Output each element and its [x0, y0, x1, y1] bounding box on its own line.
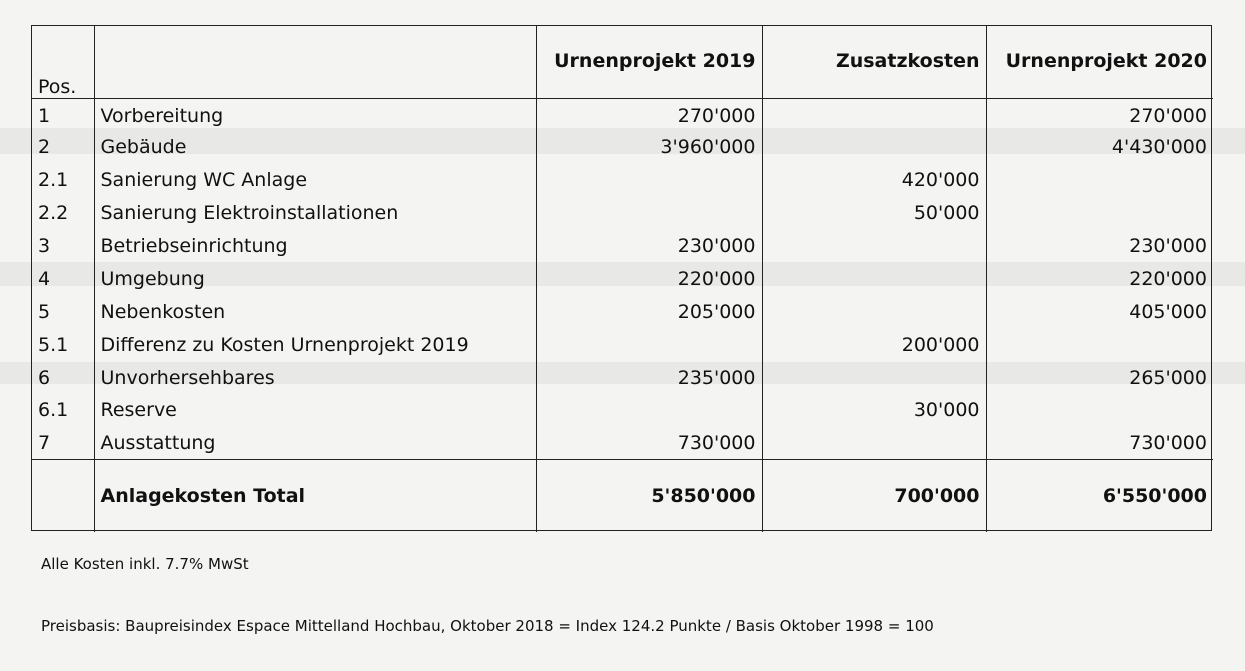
row-value-2020: 270'000: [986, 98, 1213, 131]
row-label: Reserve: [94, 394, 536, 427]
row-pos: 1: [32, 98, 94, 131]
row-label: Sanierung WC Anlage: [94, 164, 536, 197]
total-pos: [32, 460, 94, 532]
row-label: Nebenkosten: [94, 295, 536, 328]
row-label: Differenz zu Kosten Urnenprojekt 2019: [94, 328, 536, 361]
row-value-2019: [536, 394, 762, 427]
total-2019: 5'850'000: [536, 460, 762, 532]
table-row: [32, 427, 1213, 460]
row-value-2019: 3'960'000: [536, 131, 762, 164]
row-value-2020: 265'000: [986, 361, 1213, 394]
price-basis-note: Preisbasis: Baupreisindex Espace Mittelland Hochbau, Oktober 2018 = Index 124.2 Punkte / Basis Oktober 1998 = 100: [41, 617, 934, 635]
row-label: Sanierung Elektroinstallationen: [94, 197, 536, 230]
row-value-2019: [536, 197, 762, 230]
row-value-2020: [986, 164, 1213, 197]
row-pos: 2: [38, 136, 51, 159]
row-pos: 7: [38, 432, 51, 455]
total-label: Anlagekosten Total: [94, 460, 536, 532]
row-value-zusatz: 420'000: [762, 164, 986, 197]
table-row: [32, 295, 1213, 328]
row-value-2020: 405'000: [986, 295, 1213, 328]
row-value-2019: 230'000: [536, 230, 762, 263]
header-urnenprojekt-2019: Urnenprojekt 2019: [536, 26, 762, 98]
cost-table-grid: [32, 26, 1213, 532]
row-value-zusatz: 50'000: [762, 197, 986, 230]
row-pos: 4: [38, 267, 51, 290]
vat-note: Alle Kosten inkl. 7.7% MwSt: [41, 555, 249, 573]
table-row: [32, 328, 1213, 361]
total-2020: 6'550'000: [986, 460, 1213, 532]
row-value-2019: [536, 164, 762, 197]
row-value-2019: 220'000: [536, 262, 762, 295]
cost-table: [31, 25, 1212, 531]
row-label: Umgebung: [94, 262, 536, 295]
row-pos: 2.2: [38, 202, 69, 225]
row-value-zusatz: [762, 131, 986, 164]
row-value-2019: 270'000: [536, 98, 762, 131]
row-value-zusatz: [762, 427, 986, 460]
table-row: [32, 131, 1213, 164]
row-label: Gebäude: [94, 131, 536, 164]
row-value-zusatz: [762, 98, 986, 131]
row-pos: 5.1: [38, 333, 69, 356]
row-value-2020: [986, 328, 1213, 361]
header-pos: Pos.: [38, 75, 77, 98]
table-row: [32, 164, 1213, 197]
row-label: Ausstattung: [94, 427, 536, 460]
header-urnenprojekt-2020: Urnenprojekt 2020: [986, 26, 1213, 98]
row-value-2019: 235'000: [536, 361, 762, 394]
row-value-2020: 730'000: [986, 427, 1213, 460]
row-value-2020: [986, 394, 1213, 427]
table-header-row: [32, 26, 1213, 98]
row-value-zusatz: [762, 295, 986, 328]
table-row: [32, 98, 1213, 131]
row-pos: 2.1: [38, 169, 69, 192]
row-value-2020: [986, 197, 1213, 230]
row-value-2019: [536, 328, 762, 361]
table-row: [32, 197, 1213, 230]
header-description: [94, 26, 536, 98]
row-pos: 6.1: [38, 399, 69, 422]
table-row: [32, 230, 1213, 263]
row-pos: 5: [38, 300, 51, 323]
row-label: Unvorhersehbares: [94, 361, 536, 394]
table-row: [32, 361, 1213, 394]
row-value-2019: 730'000: [536, 427, 762, 460]
row-value-zusatz: 30'000: [762, 394, 986, 427]
header-zusatzkosten: Zusatzkosten: [762, 26, 986, 98]
row-label: Vorbereitung: [94, 98, 536, 131]
table-row: [32, 394, 1213, 427]
total-zusatz: 700'000: [762, 460, 986, 532]
row-value-2019: 205'000: [536, 295, 762, 328]
row-value-2020: 4'430'000: [986, 131, 1213, 164]
row-value-zusatz: [762, 262, 986, 295]
row-pos: 6: [38, 366, 51, 389]
table-row: [32, 262, 1213, 295]
row-label: Betriebseinrichtung: [94, 230, 536, 263]
row-value-zusatz: [762, 361, 986, 394]
row-value-2020: 230'000: [986, 230, 1213, 263]
row-value-zusatz: 200'000: [762, 328, 986, 361]
row-value-2020: 220'000: [986, 262, 1213, 295]
row-pos: 3: [38, 235, 51, 257]
total-row: [32, 460, 1213, 532]
row-value-zusatz: [762, 230, 986, 263]
